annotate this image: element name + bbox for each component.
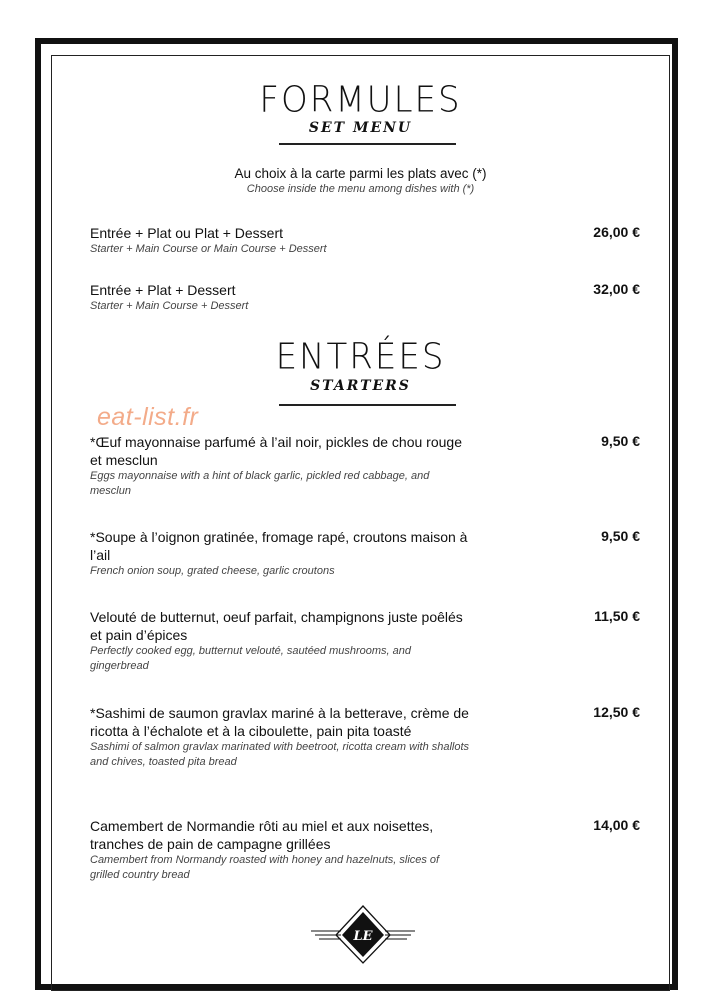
item-desc: Perfectly cooked egg, butternut velouté, sautéed mushrooms, and gingerbread [90,645,412,672]
starter-item [90,528,640,579]
watermark: eat-list.fr [97,403,199,431]
intro-fr: Au choix à la carte parmi les plats avec (*) [234,166,487,181]
item-price: 32,00 € [593,281,640,297]
item-name: Entrée + Plat ou Plat + Dessert [90,225,283,241]
item-name: *Œuf mayonnaise parfumé à l’ail noir, pickles de chou rouge et mesclun [90,434,462,468]
item-name: Camembert de Normandie rôti au miel et aux noisettes, tranches de pain de campagne grillées [90,818,434,852]
item-name: *Sashimi de saumon gravlax mariné à la betterave, crème de ricotta à l’échalote et à la ciboulette, pain pita toasté [90,705,469,739]
item-name: Velouté de butternut, oeuf parfait, champignons juste poêlés et pain d’épices [90,609,463,643]
emblem-letters: LE [353,929,373,944]
formules-rule [279,143,456,145]
starter-item [90,817,640,883]
item-name: *Soupe à l’oignon gratinée, fromage rapé, croutons maison à l’ail [90,529,468,563]
item-price: 9,50 € [601,433,640,449]
entrees-subtitle: STARTERS [310,378,411,394]
formules-subtitle: SET MENU [308,120,413,136]
formules-title: FORMULES [259,79,462,121]
entrees-rule [279,404,456,406]
intro-en: Choose inside the menu among dishes with (*) [246,183,475,195]
item-price: 12,50 € [593,704,640,720]
item-name: Entrée + Plat + Dessert [90,282,236,298]
item-desc: Starter + Main Course or Main Course + Dessert [90,243,327,255]
emblem-logo [311,904,415,964]
starter-item [90,433,640,499]
item-price: 11,50 € [594,608,640,624]
item-desc: Starter + Main Course + Dessert [90,300,249,312]
item-desc: Sashimi of salmon gravlax marinated with beetroot, ricotta cream with shallots and chives, toasted pita bread [90,741,470,768]
formule-item [90,281,640,314]
formule-item [90,224,640,257]
starter-item [90,704,640,770]
formules-intro [0,166,721,195]
starter-item [90,608,640,674]
item-price: 26,00 € [593,224,640,240]
entrees-title: ENTRÉES [275,336,446,378]
item-desc: Eggs mayonnaise with a hint of black garlic, pickled red cabbage, and mesclun [90,470,430,497]
item-desc: French onion soup, grated cheese, garlic croutons [90,565,335,577]
item-desc: Camembert from Normandy roasted with honey and hazelnuts, slices of grilled country bread [90,854,440,881]
item-price: 14,00 € [593,817,640,833]
item-price: 9,50 € [601,528,640,544]
